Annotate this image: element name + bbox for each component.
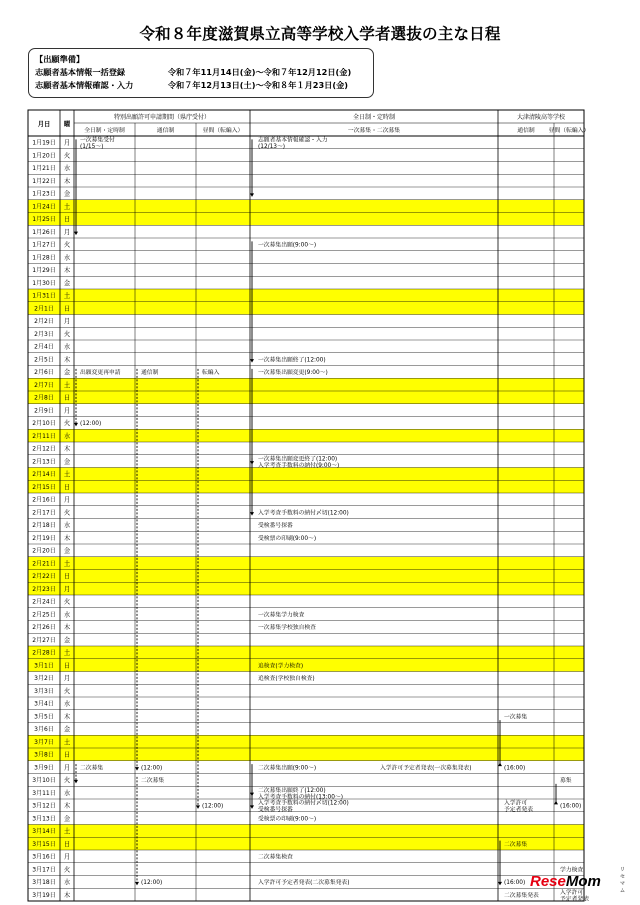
arrow-head bbox=[250, 805, 254, 809]
event-otsu_t: 一次募集 bbox=[504, 714, 528, 721]
date-cell: 1月19日 bbox=[32, 139, 56, 147]
header-date: 月日 bbox=[37, 121, 51, 128]
date-cell: 3月1日 bbox=[34, 662, 54, 670]
event-ichiji: 追検査(学校独自検査) bbox=[258, 676, 315, 683]
weekday-cell: 水 bbox=[63, 522, 71, 530]
weekend-highlight bbox=[28, 429, 584, 442]
weekday-cell: 日 bbox=[63, 840, 71, 848]
event-ichiji: 一次募集出願変更終了(12:00) bbox=[258, 456, 338, 463]
date-cell: 2月11日 bbox=[32, 432, 56, 440]
table-frame bbox=[28, 110, 584, 901]
weekend-highlight bbox=[28, 213, 584, 226]
arrow-head bbox=[498, 763, 502, 767]
weekday-cell: 水 bbox=[63, 789, 71, 797]
subheader: 一次募集・二次募集 bbox=[347, 128, 401, 134]
weekday-cell: 土 bbox=[63, 560, 71, 568]
weekday-cell: 木 bbox=[63, 267, 71, 275]
date-cell: 3月16日 bbox=[32, 853, 56, 861]
date-cell: 1月23日 bbox=[32, 190, 56, 198]
date-cell: 1月31日 bbox=[32, 292, 56, 300]
weekday-cell: 日 bbox=[63, 483, 71, 491]
prep-row-period: 令和７年12月13日(土)～令和８年１月23日(金) bbox=[167, 80, 349, 90]
weekday-cell: 土 bbox=[63, 828, 71, 836]
weekday-cell: 木 bbox=[63, 802, 71, 810]
weekday-cell: 月 bbox=[63, 764, 71, 772]
event-otsu_h: 予定者発表 bbox=[560, 896, 589, 903]
weekday-cell: 日 bbox=[63, 751, 71, 759]
date-cell: 3月18日 bbox=[32, 879, 56, 887]
weekday-cell: 日 bbox=[63, 662, 71, 670]
date-cell: 2月6日 bbox=[34, 369, 54, 377]
arrow-head bbox=[74, 780, 78, 784]
application-prep-box bbox=[28, 48, 374, 98]
weekday-cell: 水 bbox=[63, 343, 71, 351]
weekend-highlight bbox=[28, 378, 584, 391]
date-cell: 2月20日 bbox=[32, 547, 56, 555]
weekday-cell: 月 bbox=[63, 853, 71, 861]
arrow-head bbox=[74, 423, 78, 427]
header-weekday: 曜 bbox=[63, 121, 71, 128]
event-ichiji: 一次募集出願変更(9:00～) bbox=[258, 370, 328, 377]
event-ichiji: 受検番号探番 bbox=[258, 523, 293, 530]
date-cell: 3月7日 bbox=[34, 738, 54, 746]
date-cell: 3月13日 bbox=[32, 815, 56, 823]
date-cell: 2月14日 bbox=[32, 471, 56, 479]
date-cell: 2月8日 bbox=[34, 394, 54, 402]
event-otsu_h: 募集 bbox=[560, 778, 572, 785]
event-ichiji: 一次募集出願終了(12:00) bbox=[258, 357, 326, 364]
date-cell: 1月30日 bbox=[32, 279, 56, 287]
event-otsu_t: 二次募集 bbox=[504, 841, 528, 848]
date-cell: 3月10日 bbox=[32, 777, 56, 785]
date-cell: 2月1日 bbox=[34, 305, 54, 313]
event-ichiji: 追検査(学力検査) bbox=[258, 663, 304, 670]
weekday-cell: 月 bbox=[63, 496, 71, 504]
event-tsushin: 通信制 bbox=[141, 370, 159, 377]
date-cell: 3月5日 bbox=[34, 713, 54, 721]
date-cell: 3月19日 bbox=[32, 891, 56, 899]
arrow-head bbox=[498, 882, 502, 886]
weekday-cell: 火 bbox=[63, 866, 71, 874]
prep-header: 【出願準備】 bbox=[35, 54, 85, 64]
subheader: 通信制 bbox=[517, 128, 535, 134]
event-ichiji: 入学考査手数料の納付〆切(12:00) bbox=[258, 800, 349, 807]
weekday-cell: 金 bbox=[63, 636, 71, 644]
event-zen: 出願変更再申請 bbox=[80, 370, 121, 377]
date-cell: 2月28日 bbox=[32, 649, 56, 657]
header-special: 特別出願許可申請期間（県庁受付） bbox=[113, 114, 211, 121]
date-cell: 2月17日 bbox=[32, 509, 56, 517]
date-cell: 2月10日 bbox=[32, 420, 56, 428]
subheader: 昼間（転編入） bbox=[548, 128, 590, 134]
date-cell: 2月26日 bbox=[32, 624, 56, 632]
date-cell: 2月22日 bbox=[32, 573, 56, 581]
weekend-highlight bbox=[28, 468, 584, 481]
weekend-highlight bbox=[28, 646, 584, 659]
event-otsu_h: 学力検査 bbox=[560, 867, 584, 874]
date-cell: 2月23日 bbox=[32, 585, 56, 593]
date-cell: 1月26日 bbox=[32, 228, 56, 236]
event-ichiji: 受検番号探番 bbox=[258, 807, 293, 814]
prep-row-label: 志願者基本情報一括登録 bbox=[35, 67, 126, 77]
event-ichiji: 入学許可予定者発表(二次募集発表) bbox=[258, 880, 350, 887]
header-otsu: 大津清陵高等学校 bbox=[516, 114, 566, 121]
weekday-cell: 火 bbox=[63, 509, 71, 517]
date-cell: 2月19日 bbox=[32, 534, 56, 542]
event-zen: (1/15～) bbox=[80, 144, 104, 151]
date-cell: 2月12日 bbox=[32, 445, 56, 453]
date-cell: 3月8日 bbox=[34, 751, 54, 759]
weekend-highlight bbox=[28, 837, 584, 850]
weekday-cell: 水 bbox=[63, 879, 71, 887]
date-cell: 3月11日 bbox=[32, 789, 56, 797]
weekend-highlight bbox=[28, 735, 584, 748]
weekday-cell: 土 bbox=[63, 471, 71, 479]
date-cell: 3月17日 bbox=[32, 866, 56, 874]
event-zen: (12:00) bbox=[80, 421, 102, 428]
date-cell: 2月16日 bbox=[32, 496, 56, 504]
event-ichiji: 二次募集出願終了(12:00) bbox=[258, 787, 326, 794]
date-cell: 3月4日 bbox=[34, 700, 54, 708]
date-cell: 2月2日 bbox=[34, 318, 54, 326]
date-cell: 3月9日 bbox=[34, 764, 54, 772]
date-cell: 3月3日 bbox=[34, 687, 54, 695]
event-ichiji: 一次募集学校独自検査 bbox=[258, 625, 316, 632]
event-ichiji: 二次募集検査 bbox=[258, 854, 293, 861]
event-tsushin: (12:00) bbox=[141, 880, 163, 887]
event-zen: 二次募集 bbox=[80, 765, 104, 772]
date-cell: 2月13日 bbox=[32, 458, 56, 466]
date-cell: 2月24日 bbox=[32, 598, 56, 606]
date-cell: 1月20日 bbox=[32, 152, 56, 160]
event-otsu_h: (16:00) bbox=[560, 803, 582, 810]
weekday-cell: 日 bbox=[63, 216, 71, 224]
weekday-cell: 月 bbox=[63, 585, 71, 593]
date-cell: 2月18日 bbox=[32, 522, 56, 530]
weekend-highlight bbox=[28, 748, 584, 761]
date-cell: 2月3日 bbox=[34, 330, 54, 338]
weekday-cell: 月 bbox=[63, 318, 71, 326]
date-cell: 2月4日 bbox=[34, 343, 54, 351]
weekday-cell: 火 bbox=[63, 687, 71, 695]
event-ichiji2: 入学許可予定者発表(一次募集発表) bbox=[380, 765, 472, 772]
arrow-head bbox=[135, 882, 139, 886]
weekday-cell: 火 bbox=[63, 420, 71, 428]
date-cell: 1月21日 bbox=[32, 165, 56, 173]
event-zen: 一次募集受付 bbox=[80, 137, 115, 144]
weekday-cell: 金 bbox=[63, 458, 71, 466]
event-ichiji: 二次募集出願(9:00～) bbox=[258, 765, 317, 772]
weekday-cell: 火 bbox=[63, 777, 71, 785]
date-cell: 1月24日 bbox=[32, 203, 56, 211]
date-cell: 3月12日 bbox=[32, 802, 56, 810]
weekday-cell: 金 bbox=[63, 279, 71, 287]
weekday-cell: 金 bbox=[63, 369, 71, 377]
event-otsu_t: (16:00) bbox=[504, 880, 526, 887]
event-ichiji: 一次募集出願(9:00～) bbox=[258, 242, 317, 249]
weekday-cell: 木 bbox=[63, 624, 71, 632]
weekday-cell: 火 bbox=[63, 152, 71, 160]
date-cell: 3月2日 bbox=[34, 675, 54, 683]
weekday-cell: 月 bbox=[63, 228, 71, 236]
weekday-cell: 月 bbox=[63, 407, 71, 415]
page-title: 令和８年度滋賀県立高等学校入学者選抜の主な日程 bbox=[139, 25, 501, 43]
subheader: 昼間（転編入） bbox=[202, 128, 244, 134]
weekday-cell: 金 bbox=[63, 190, 71, 198]
header-zennichi: 全日制・定時制 bbox=[352, 114, 396, 121]
weekday-cell: 土 bbox=[63, 292, 71, 300]
date-cell: 1月27日 bbox=[32, 241, 56, 249]
event-otsu_t: 予定者発表 bbox=[504, 807, 533, 814]
weekend-highlight bbox=[28, 825, 584, 838]
weekend-highlight bbox=[28, 391, 584, 404]
weekday-cell: 水 bbox=[63, 700, 71, 708]
prep-row-period: 令和７年11月14日(金)～令和７年12月12日(金) bbox=[167, 67, 352, 77]
arrow-head bbox=[135, 767, 139, 771]
weekend-highlight bbox=[28, 289, 584, 302]
weekday-cell: 金 bbox=[63, 547, 71, 555]
weekday-cell: 土 bbox=[63, 381, 71, 389]
event-henhen: (12:00) bbox=[202, 803, 224, 810]
weekday-cell: 土 bbox=[63, 738, 71, 746]
event-tsushin: 二次募集 bbox=[141, 778, 165, 785]
weekday-cell: 日 bbox=[63, 573, 71, 581]
date-cell: 2月7日 bbox=[34, 381, 54, 389]
subheader: 通信制 bbox=[156, 128, 175, 134]
weekday-cell: 水 bbox=[63, 611, 71, 619]
weekday-cell: 水 bbox=[63, 432, 71, 440]
weekday-cell: 月 bbox=[63, 675, 71, 683]
date-cell: 2月25日 bbox=[32, 611, 56, 619]
event-ichiji: 一次募集学力検査 bbox=[258, 612, 305, 619]
weekday-cell: 土 bbox=[63, 649, 71, 657]
date-cell: 1月22日 bbox=[32, 177, 56, 185]
event-otsu_t: 入学許可 bbox=[504, 800, 528, 807]
weekday-cell: 土 bbox=[63, 203, 71, 211]
arrow-head bbox=[74, 232, 78, 236]
event-ichiji: (12/13～) bbox=[258, 144, 286, 151]
weekday-cell: 日 bbox=[63, 394, 71, 402]
arrow-head bbox=[250, 359, 254, 363]
weekday-cell: 木 bbox=[63, 445, 71, 453]
resemom-logo: ReseMom リセマム bbox=[530, 867, 626, 894]
date-cell: 2月21日 bbox=[32, 560, 56, 568]
weekday-cell: 火 bbox=[63, 598, 71, 606]
weekday-cell: 木 bbox=[63, 713, 71, 721]
date-cell: 2月27日 bbox=[32, 636, 56, 644]
prep-row bbox=[35, 79, 367, 92]
event-ichiji: 受検票の印刷(9:00～) bbox=[258, 535, 317, 542]
date-cell: 3月6日 bbox=[34, 726, 54, 734]
date-cell: 1月29日 bbox=[32, 267, 56, 275]
weekday-cell: 水 bbox=[63, 254, 71, 262]
date-cell: 3月14日 bbox=[32, 828, 56, 836]
prep-row bbox=[35, 66, 367, 79]
weekday-cell: 木 bbox=[63, 177, 71, 185]
event-ichiji: 志願者基本情報確認・入力 bbox=[258, 137, 328, 144]
event-ichiji: 入学考査手数料の納付〆切(12:00) bbox=[258, 510, 349, 517]
weekend-highlight bbox=[28, 200, 584, 213]
event-otsu_t: 二次募集発表 bbox=[504, 892, 539, 899]
weekday-cell: 水 bbox=[63, 165, 71, 173]
weekend-highlight bbox=[28, 480, 584, 493]
event-otsu_t: (16:00) bbox=[504, 765, 526, 772]
weekday-cell: 月 bbox=[63, 139, 71, 147]
weekday-cell: 金 bbox=[63, 726, 71, 734]
date-cell: 1月25日 bbox=[32, 216, 56, 224]
weekend-highlight bbox=[28, 302, 584, 315]
weekday-cell: 日 bbox=[63, 305, 71, 313]
subheader: 全日制・定時制 bbox=[84, 128, 125, 134]
event-ichiji: 受検票の印刷(9:00～) bbox=[258, 816, 317, 823]
event-otsu_h: 入学許可 bbox=[560, 889, 584, 896]
prep-row-label: 志願者基本情報確認・入力 bbox=[35, 80, 134, 90]
weekday-cell: 火 bbox=[63, 330, 71, 338]
arrow-head bbox=[250, 193, 254, 197]
weekend-highlight bbox=[28, 570, 584, 583]
date-cell: 2月5日 bbox=[34, 356, 54, 364]
weekday-cell: 火 bbox=[63, 241, 71, 249]
date-cell: 2月9日 bbox=[34, 407, 54, 415]
event-ichiji: 入学考査手数料の納付(9:00～) bbox=[258, 462, 340, 469]
weekend-highlight bbox=[28, 557, 584, 570]
event-tsushin: (12:00) bbox=[141, 765, 163, 772]
weekend-highlight bbox=[28, 582, 584, 595]
weekday-cell: 木 bbox=[63, 891, 71, 899]
arrow-head bbox=[196, 805, 200, 809]
date-cell: 1月28日 bbox=[32, 254, 56, 262]
date-cell: 2月15日 bbox=[32, 483, 56, 491]
weekend-highlight bbox=[28, 659, 584, 672]
event-ichiji: 入学考査手数料の納付(13:00～) bbox=[258, 794, 343, 801]
arrow-head bbox=[250, 512, 254, 516]
date-cell: 3月15日 bbox=[32, 840, 56, 848]
arrow-head bbox=[554, 801, 558, 805]
event-henhen: 転編入 bbox=[202, 370, 220, 377]
weekday-cell: 木 bbox=[63, 356, 71, 364]
weekday-cell: 木 bbox=[63, 534, 71, 542]
weekday-cell: 金 bbox=[63, 815, 71, 823]
